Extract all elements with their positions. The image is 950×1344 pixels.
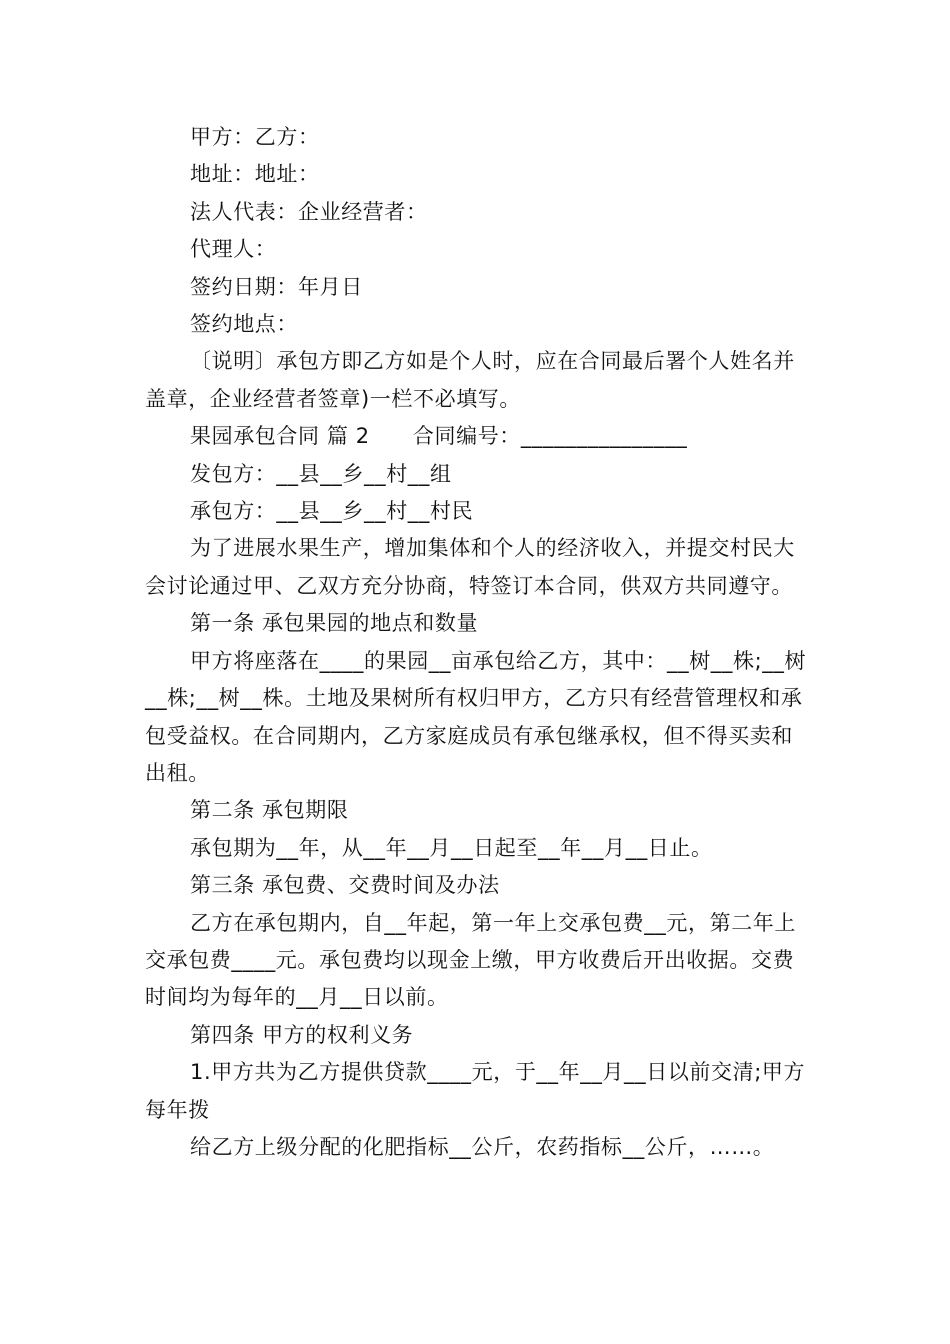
document-body	[145, 119, 810, 1166]
signing-place-line: 签约地点：	[190, 312, 298, 337]
agent-line: 代理人：	[190, 237, 277, 262]
legal-representative-line: 法人代表：企业经营者：	[190, 199, 428, 224]
article-2-body: 承包期为__年，从__年__月__日起至__年__月__日止。	[190, 835, 713, 860]
preamble-paragraph: 为了进展水果生产，增加集体和个人的经济收入，并提交村民大会讨论通过甲、乙双方充分协商，特签订本合同，供双方共同遵守。	[145, 536, 795, 598]
signing-date-line: 签约日期：年月日	[190, 274, 363, 299]
contractee-line: 承包方：__县__乡__村__村民	[190, 499, 474, 524]
contract-title-number: 果园承包合同 篇 2 合同编号：_______________	[190, 424, 688, 449]
article-3-heading: 第三条 承包费、交费时间及办法	[190, 873, 500, 898]
article-1-body: 甲方将座落在____的果园__亩承包给乙方，其中：__树__株;__树__株;__树__株。土地及果树所有权归甲方，乙方只有经营管理权和承包受益权。在合同期内，乙方家庭成员有承包继承权，但不得买卖和出租。	[145, 648, 807, 785]
contractor-line: 发包方：__县__乡__村__组	[190, 461, 452, 486]
party-a-b-line: 甲方：乙方：	[190, 125, 320, 149]
article-3-body: 乙方在承包期内，自__年起，第一年上交承包费__元，第二年上交承包费____元。承包费均以现金上缴，甲方收费后开出收据。交费时间均为每年的__月__日以前。	[145, 910, 796, 1010]
article-4-item-1-cont: 给乙方上级分配的化肥指标__公斤，农药指标__公斤，……。	[190, 1134, 775, 1159]
address-line: 地址：地址：	[190, 162, 320, 187]
article-4-heading: 第四条 甲方的权利义务	[190, 1022, 414, 1047]
article-4-item-1: 1.甲方共为乙方提供贷款____元，于__年__月__日以前交清;甲方每年拨	[145, 1060, 806, 1122]
article-2-heading: 第二条 承包期限	[190, 798, 349, 823]
explanation-note: 〔说明〕承包方即乙方如是个人时，应在合同最后署个人姓名并盖章，企业经营者签章)一栏不必填写。	[145, 349, 795, 411]
article-1-heading: 第一条 承包果园的地点和数量	[190, 611, 479, 636]
